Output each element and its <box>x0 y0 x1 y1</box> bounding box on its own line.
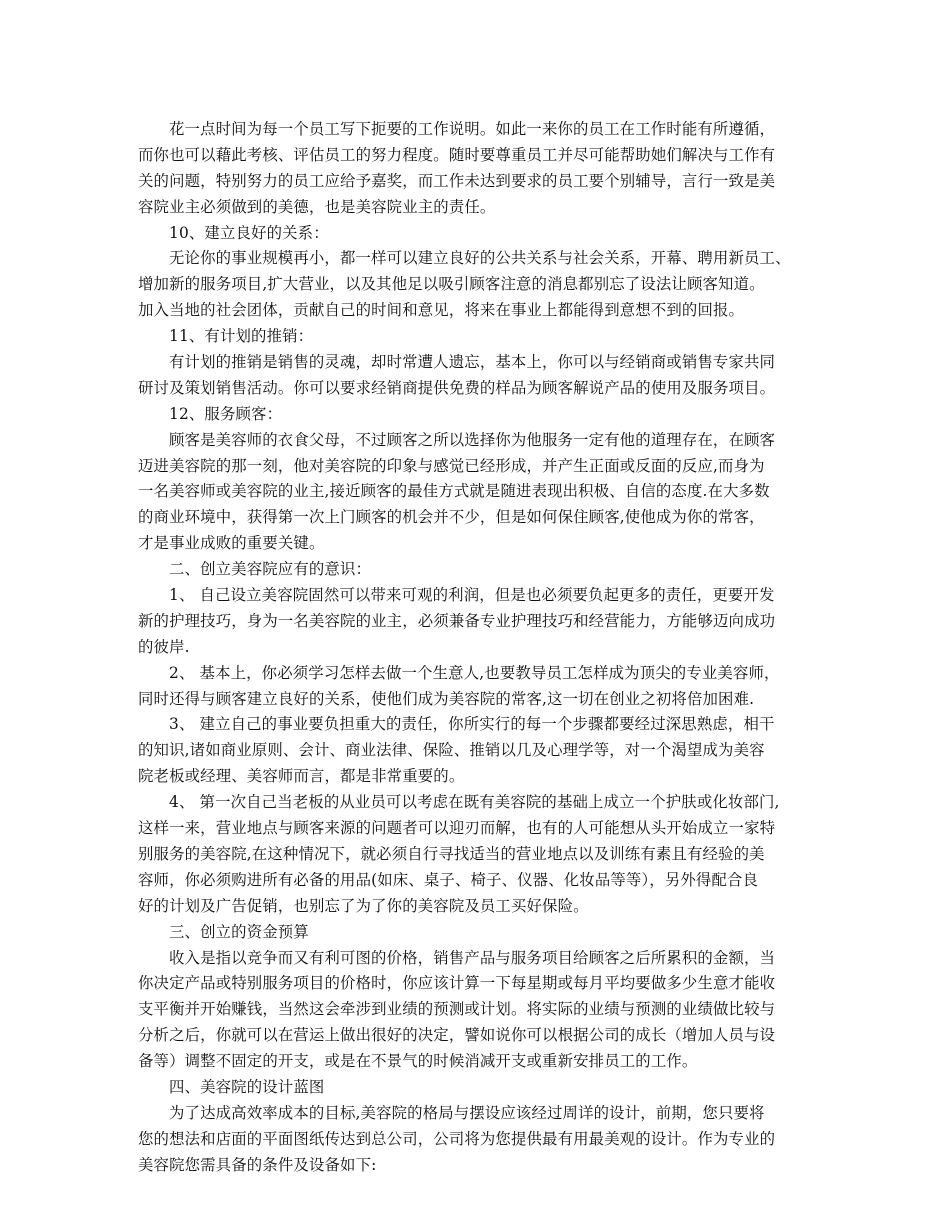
text-line: 容师，你必须购进所有必备的用品(如床、桌子、椅子、仪器、化妆品等等），另外得配合良 <box>138 870 759 889</box>
text-line: 而你也可以藉此考核、评估员工的努力程度。随时要尊重员工并尽可能帮助她们解决与工作有 <box>138 145 776 164</box>
text-line: 的知识,诸如商业原则、会计、商业法律、保险、推销以几及心理学等，对一个渴望成为美容 <box>138 741 765 760</box>
text-line: 2、 基本上，你必须学习怎样去做一个生意人,也要教导员工怎样成为顶尖的专业美容师， <box>169 663 780 682</box>
text-line: 这样一来，营业地点与顾客来源的问题者可以迎刃而解，也有的人可能想从头开始成立一家特 <box>138 819 776 838</box>
text-line: 容院业主必须做到的美德，也是美容院业主的责任。 <box>138 197 496 216</box>
text-line: 分析之后，你就可以在营运上做出很好的决定，譬如说你可以根据公司的成长（增加人员与设 <box>138 1026 776 1045</box>
text-line: 收入是指以竞争而又有利可图的价格，销售产品与服务项目给顾客之后所累积的金额，当 <box>169 948 776 967</box>
text-line: 新的护理技巧，身为一名美容院的业主，必须兼备专业护理技巧和经营能力，方能够迈向成功 <box>138 611 776 630</box>
text-line: 才是事业成败的重要关键。 <box>138 534 325 553</box>
text-line: 三、创立的资金预算 <box>169 922 309 941</box>
text-line: 花一点时间为每一个员工写下扼要的工作说明。如此一来你的员工在工作时能有所遵循， <box>169 120 776 138</box>
text-line: 你决定产品或特别服务项目的价格时，你应该计算一下每星期或每月平均要做多少生意才能收 <box>138 974 776 993</box>
text-line: 无论你的事业规模再小，都一样可以建立良好的公共关系与社会关系，开幕、聘用新员工、 <box>169 249 791 268</box>
text-line: 二、创立美容院应有的意识： <box>169 560 372 579</box>
text-line: 别服务的美容院,在这种情况下，就必须自行寻找适当的营业地点以及训练有素且有经验的美 <box>138 844 765 863</box>
text-line: 有计划的推销是销售的灵魂，却时常遭人遗忘，基本上，你可以与经销商或销售专家共同 <box>169 353 776 372</box>
text-line: 11、有计划的推销： <box>169 327 314 346</box>
text-line: 顾客是美容师的衣食父母，不过顾客之所以选择你为他服务一定有他的道理存在，在顾客 <box>169 430 776 449</box>
document-body <box>138 117 818 1179</box>
text-line: 12、服务顾客： <box>169 404 283 423</box>
text-line: 好的计划及广告促销，也别忘了为了你的美容院及员工买好保险。 <box>138 896 589 915</box>
text-line: 备等）调整不固定的开支，或是在不景气的时候消减开支或重新安排员工的工作。 <box>138 1052 698 1071</box>
text-line: 四、美容院的设计蓝图 <box>169 1077 325 1096</box>
text-line: 关的问题，特别努力的员工应给予嘉奖，而工作未达到要求的员工要个别辅导，言行一致是美 <box>138 171 776 190</box>
text-line: 美容院您需具备的条件及设备如下: <box>138 1155 377 1174</box>
text-line: 4、 第一次自己当老板的从业员可以考虑在既有美容院的基础上成立一个护肤或化妆部门, <box>169 793 780 812</box>
text-line: 增加新的服务项目,扩大营业，以及其他足以吸引顾客注意的消息都别忘了设法让顾客知道。 <box>138 275 765 294</box>
text-line: 同时还得与顾客建立良好的关系，使他们成为美容院的常客,这一切在创业之初将倍加困难. <box>138 689 755 708</box>
text-line: 一名美容师或美容院的业主,接近顾客的最佳方式就是随进表现出积极、自信的态度.在大多数 <box>138 482 770 501</box>
text-line: 研讨及策划销售活动。你可以要求经销商提供免费的样品为顾客解说产品的使用及服务项目。 <box>138 378 776 397</box>
text-line: 3、 建立自己的事业要负担重大的责任，你所实行的每一个步骤都要经过深思熟虑，相干 <box>169 715 775 734</box>
text-line: 院老板或经理、美容师而言，都是非常重要的。 <box>138 767 465 786</box>
text-line: 加入当地的社会团体，贡献自己的时间和意见，将来在事业上都能得到意想不到的回报。 <box>138 301 745 320</box>
text-line: 为了达成高效率成本的目标,美容院的格局与摆设应该经过周详的设计，前期，您只要将 <box>169 1103 765 1122</box>
text-line: 的彼岸. <box>138 637 190 656</box>
text-line: 的商业环境中，获得第一次上门顾客的机会并不少，但是如何保住顾客,使他成为你的常客， <box>138 508 765 527</box>
text-line: 支平衡并开始赚钱，当然这会牵涉到业绩的预测或计划。将实际的业绩与预测的业绩做比较与 <box>138 1000 776 1019</box>
text-line: 迈进美容院的那一刻，他对美容院的印象与感觉已经形成，并产生正面或反面的反应,而身为 <box>138 456 765 475</box>
text-line: 您的想法和店面的平面图纸传达到总公司，公司将为您提供最有用最美观的设计。作为专业的 <box>138 1129 776 1148</box>
text-line: 1、 自己设立美容院固然可以带来可观的利润，但是也必须要负起更多的责任，更要开发 <box>169 586 775 605</box>
text-line: 10、建立良好的关系： <box>169 223 329 242</box>
